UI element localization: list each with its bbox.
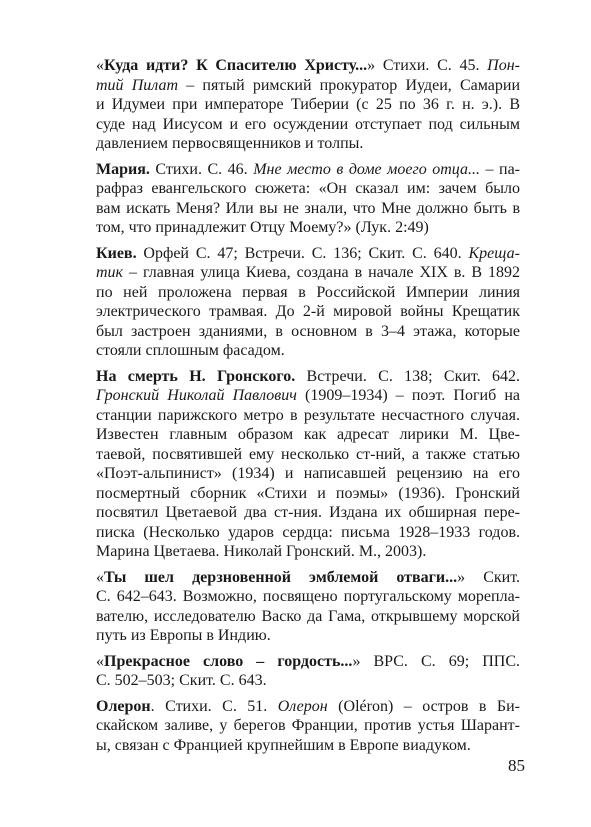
text-run: С. 642–643. Возможно, посвящено португальскому морепла- bbox=[96, 588, 520, 605]
page-text bbox=[96, 56, 520, 761]
text-line bbox=[96, 697, 520, 717]
text-line bbox=[96, 76, 520, 96]
text-run: писка (Несколько ударов сердца: письма 1928–1933 годов. bbox=[96, 523, 520, 541]
text-line bbox=[96, 716, 520, 736]
text-line bbox=[96, 367, 520, 387]
text-line bbox=[96, 445, 520, 465]
text-line bbox=[96, 302, 520, 322]
text-run: путь из Европы в Индию. bbox=[96, 627, 271, 644]
text-run: электрического трамвая. До 2-й мировой войны Крещатик bbox=[96, 303, 520, 320]
text-line bbox=[96, 56, 520, 76]
text-run: Стихи. С. 46. bbox=[149, 160, 254, 178]
text-run: Орфей С. 47; Встречи. С. 136; Скит. С. 640. bbox=[136, 244, 469, 262]
text-run: давлением первосвященников и толпы. bbox=[96, 135, 364, 152]
text-run: – пятый римский прокуратор Иудеи, Самарии bbox=[178, 76, 521, 94]
text-line bbox=[96, 115, 520, 135]
italic-term: Гронский Николай Павлович bbox=[96, 387, 297, 404]
text-run: и Идумеи при императоре Тиберии (с 25 по 36 г. н. э.). В bbox=[96, 96, 520, 113]
text-line bbox=[96, 523, 520, 543]
text-run: Марина Цветаева. Николай Гронский. М., 2003). bbox=[96, 543, 427, 560]
text-line bbox=[96, 464, 520, 484]
text-line bbox=[96, 218, 520, 238]
italic-term: Пон- bbox=[487, 57, 520, 74]
text-run: рафраз евангельского сюжета: «Он сказал им: зачем было bbox=[96, 180, 520, 197]
text-run: (1909–1934) – поэт. Погиб на bbox=[296, 387, 520, 404]
text-run: » Скит. bbox=[457, 568, 521, 586]
text-run: посмертный сборник «Стихи и поэмы» (1936). Гронский bbox=[96, 484, 520, 502]
italic-term: Олерон bbox=[277, 697, 328, 715]
text-run: суде над Иисусом и его осуждении отступает под сильным bbox=[96, 115, 520, 133]
text-line bbox=[96, 406, 520, 426]
text-line bbox=[96, 484, 520, 504]
text-run: « bbox=[96, 652, 104, 670]
text-run: вам искать Меня? Или вы не знали, что Мне должно быть в bbox=[96, 199, 520, 217]
entry-heading: Куда идти? К Спасителю Христу... bbox=[104, 57, 368, 74]
entry-heading: Прекрасное слово – гордость... bbox=[104, 652, 353, 670]
text-line bbox=[96, 263, 520, 283]
text-run: « bbox=[96, 568, 104, 586]
text-line bbox=[96, 283, 520, 303]
text-run: . Стихи. С. 51. bbox=[150, 697, 278, 715]
entry-mariya bbox=[96, 160, 520, 238]
text-run: скайском заливе, у берегов Франции, против устья Шарант- bbox=[96, 717, 520, 734]
entry-prekrasnoe bbox=[96, 652, 520, 691]
text-line bbox=[96, 587, 520, 607]
entry-heading: Киев. bbox=[96, 244, 137, 262]
text-line bbox=[96, 607, 520, 627]
text-run: » Стихи. С. 45. bbox=[367, 57, 488, 74]
text-line bbox=[96, 341, 520, 361]
text-line bbox=[96, 134, 520, 154]
text-run: Известен главным образом как адресат лирики М. Цве- bbox=[96, 426, 520, 443]
italic-term: Мне место в доме моего отца... bbox=[253, 160, 480, 178]
text-run: Встречи. С. 138; Скит. 642. bbox=[295, 367, 521, 385]
text-run: был застроен зданиями, в основном в 3–4 этажа, которые bbox=[96, 322, 520, 340]
text-line bbox=[96, 160, 520, 180]
text-line bbox=[96, 671, 520, 691]
text-line bbox=[96, 386, 520, 406]
text-line bbox=[96, 542, 520, 562]
entry-oleron bbox=[96, 697, 520, 756]
text-line bbox=[96, 503, 520, 523]
italic-term: Креща- bbox=[468, 244, 520, 262]
text-line bbox=[96, 736, 520, 756]
entry-heading: Олерон bbox=[96, 697, 151, 715]
text-run: станции парижского метро в результате несчастного случая. bbox=[96, 406, 520, 424]
text-line bbox=[96, 179, 520, 199]
text-line bbox=[96, 95, 520, 115]
text-run: таевой, посвятившей ему несколько ст-ний, а также статью bbox=[96, 445, 520, 463]
text-run: посвятил Цветаевой два ст-ния. Издана их обширная пере- bbox=[96, 504, 520, 521]
text-run: С. 502–503; Скит. С. 643. bbox=[96, 672, 267, 689]
text-run: стояли сплошным фасадом. bbox=[96, 342, 285, 359]
italic-term: тий Пилат bbox=[96, 76, 179, 94]
text-run: по ней проложена первая в Российской Империи линия bbox=[96, 283, 520, 301]
entry-kiev bbox=[96, 244, 520, 361]
text-run: (Oléron) – остров в Би- bbox=[327, 697, 520, 715]
entry-heading: Ты шел дерзновенной эмблемой отваги... bbox=[104, 568, 458, 586]
entry-kuda-idti bbox=[96, 56, 520, 154]
text-run: том, что принадлежит Отцу Моему?» (Лук. 2:49) bbox=[96, 219, 429, 236]
text-line bbox=[96, 199, 520, 219]
text-run: « bbox=[96, 57, 104, 74]
text-run: «Поэт-альпинист» (1934) и написавшей рецензию на его bbox=[96, 465, 520, 482]
entry-ty-shel bbox=[96, 568, 520, 646]
text-run: ы, связан с Францией крупнейшим в Европе виадуком. bbox=[96, 736, 471, 754]
text-line bbox=[96, 626, 520, 646]
text-run: – па- bbox=[479, 160, 520, 178]
entry-gronsky bbox=[96, 367, 520, 562]
text-line bbox=[96, 425, 520, 445]
text-run: вателю, исследователю Васко да Гама, открывшему морской bbox=[96, 607, 520, 625]
text-run: » ВРС. С. 69; ППС. bbox=[352, 652, 520, 670]
text-line bbox=[96, 322, 520, 342]
text-line bbox=[96, 568, 520, 588]
entry-heading: На смерть Н. Гронского. bbox=[96, 367, 296, 385]
text-line bbox=[96, 652, 520, 672]
text-line bbox=[96, 244, 520, 264]
text-run: – главная улица Киева, создана в начале XIX в. В 1892 bbox=[123, 264, 520, 281]
italic-term: тик bbox=[96, 264, 124, 281]
page-number: 85 bbox=[508, 756, 525, 775]
entry-heading: Мария. bbox=[96, 160, 150, 178]
